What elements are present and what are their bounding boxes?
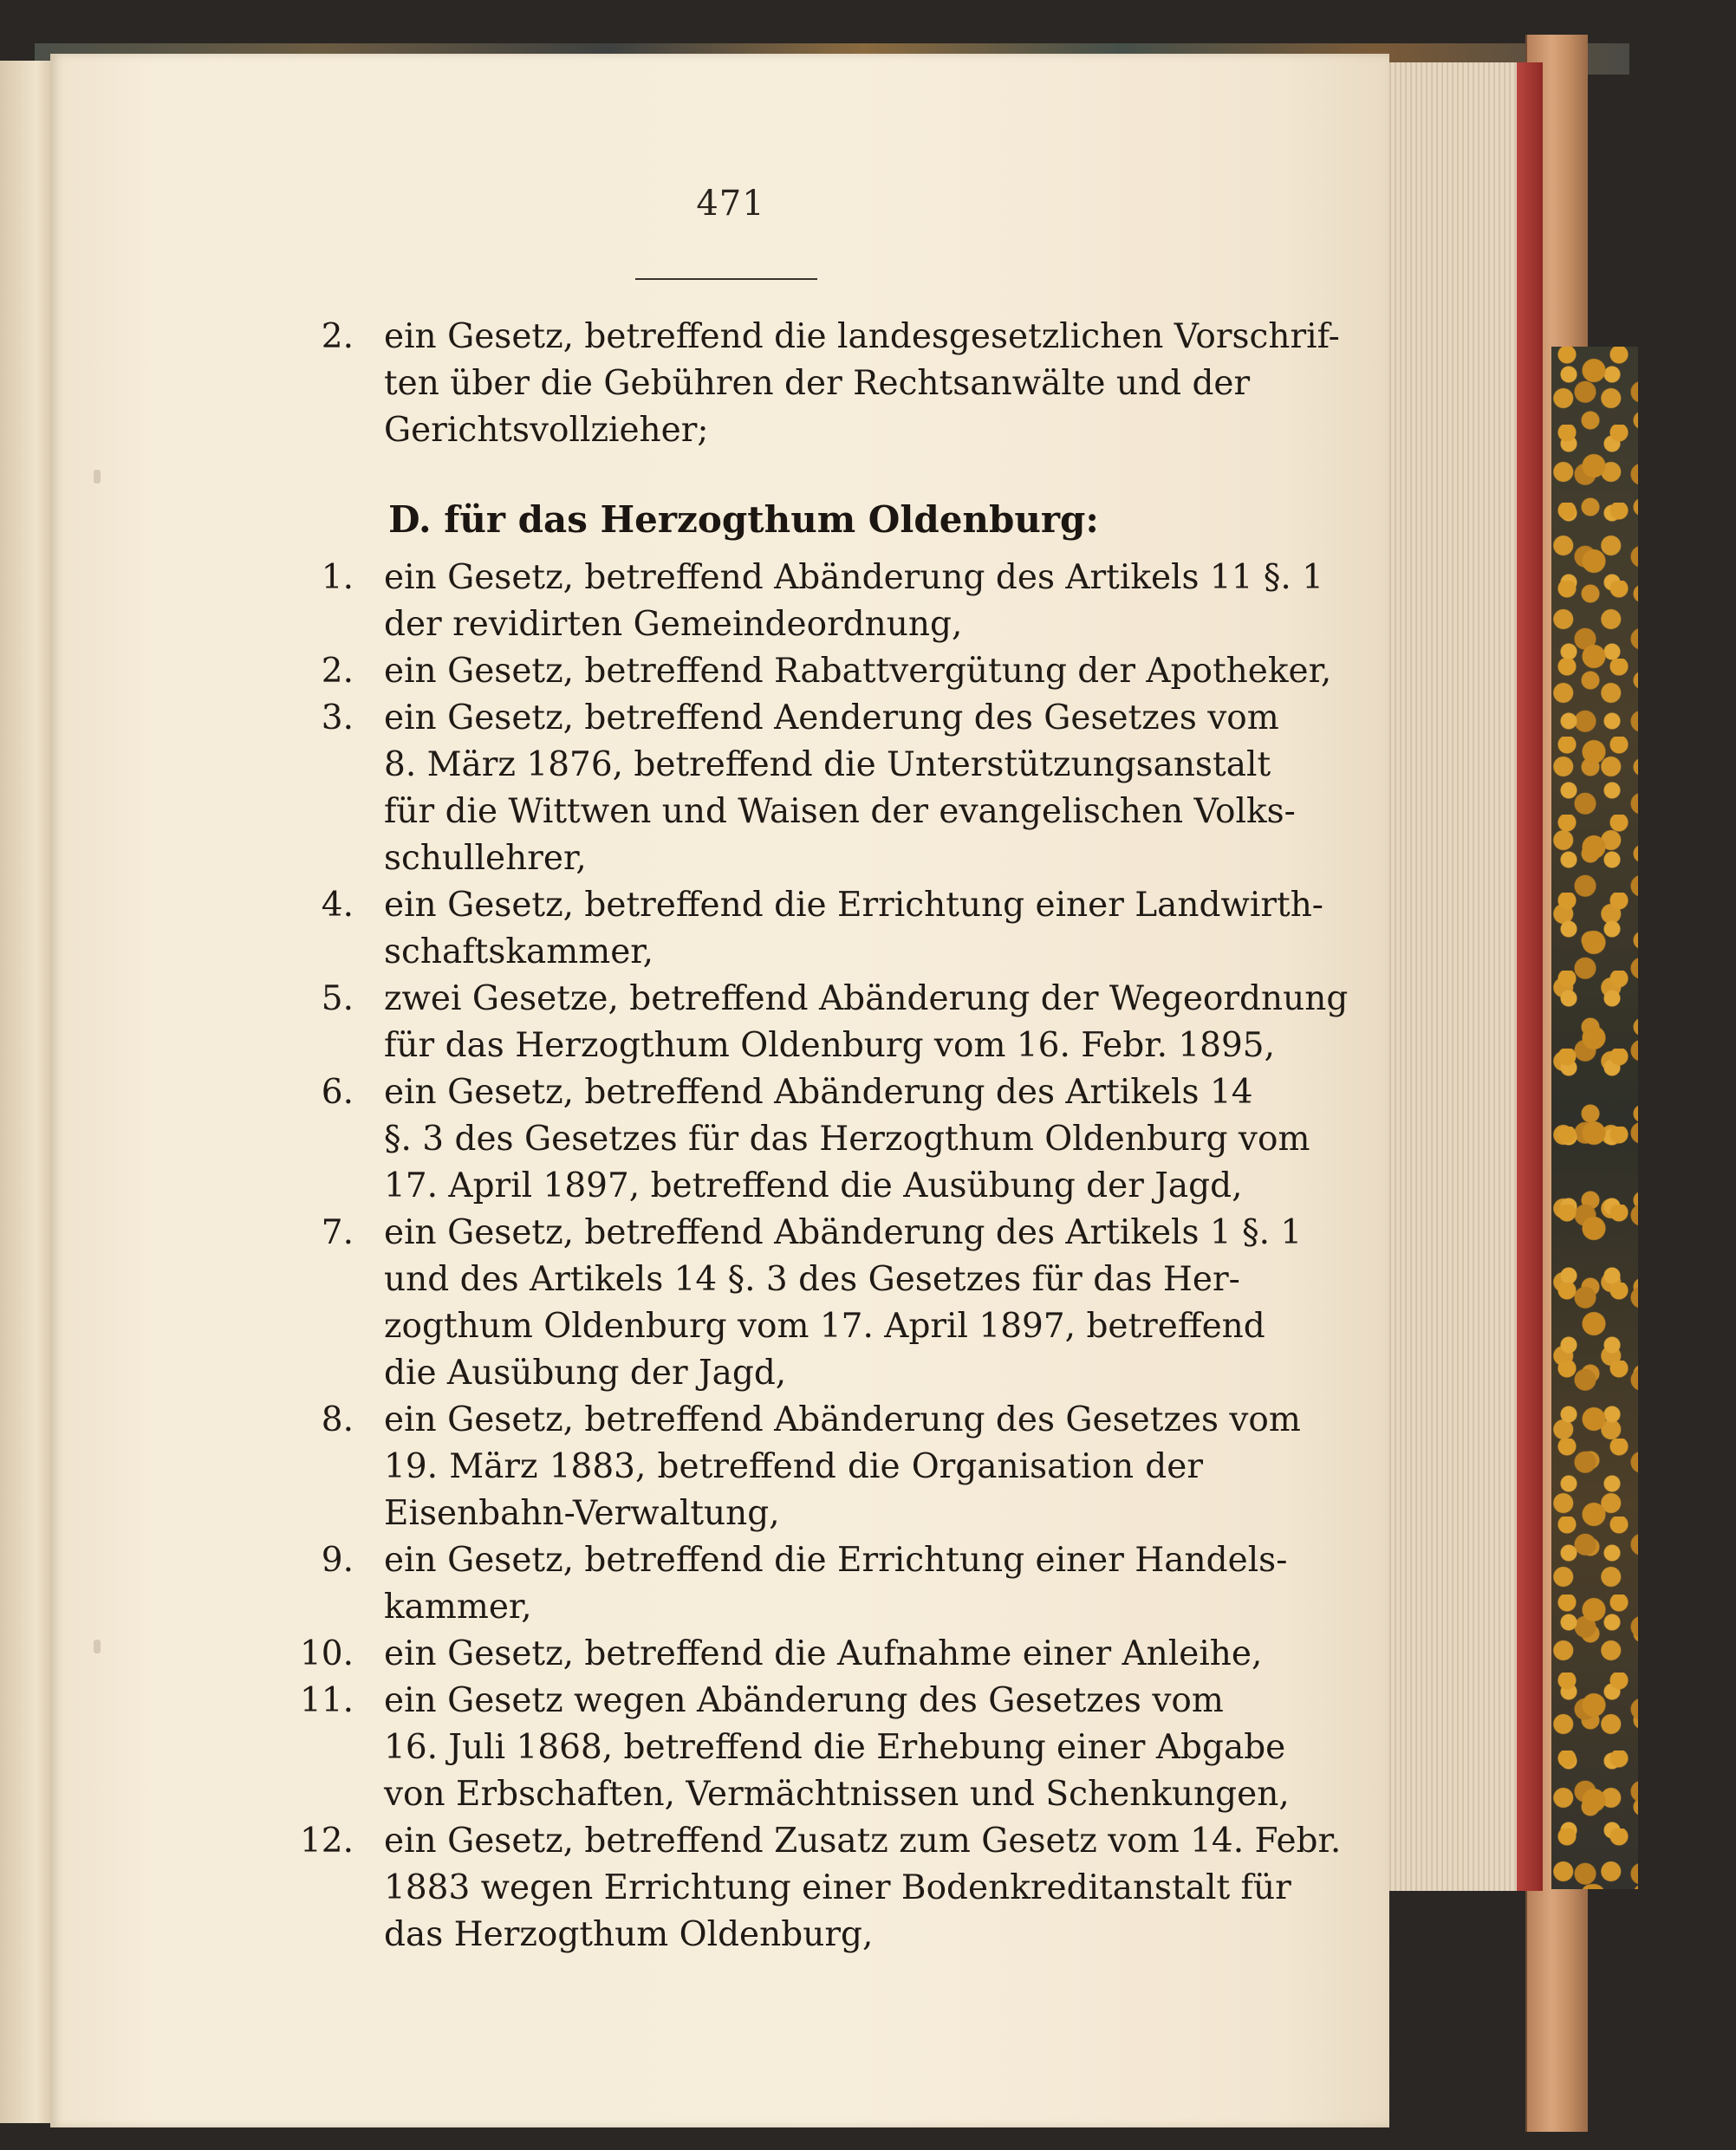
text-line: [284, 1771, 1290, 1818]
item-text: und des Artikels 14 §. 3 des Gesetzes für das Her-: [384, 1260, 1240, 1299]
item-text: §. 3 des Gesetzes für das Herzogthum Oldenburg vom: [384, 1120, 1310, 1159]
item-text: für die Wittwen und Waisen der evangelischen Volks-: [384, 792, 1296, 831]
binding-thread-mark: [94, 470, 101, 484]
text-line: [284, 1350, 1203, 1397]
text-line: [284, 1163, 1243, 1210]
text-line: [284, 1678, 1224, 1725]
text-line: [284, 601, 1203, 648]
page-number: 471: [696, 184, 765, 224]
item-text: ein Gesetz, betreffend Abänderung des Artikels 11 §. 1: [384, 558, 1324, 597]
text-line: [284, 1257, 1240, 1303]
text-line: [284, 314, 1340, 360]
item-text: ein Gesetz, betreffend die landesgesetzlichen Vorschrif-: [384, 317, 1340, 356]
text-line: [284, 1444, 1203, 1491]
item-text: 17. April 1897, betreffend die Ausübung der Jagd,: [384, 1166, 1243, 1205]
marbled-board: [1551, 347, 1638, 1889]
page-edges: [1387, 62, 1543, 1891]
text-line: [284, 1865, 1291, 1912]
text-line: [284, 695, 1279, 742]
item-text: schaftskammer,: [384, 932, 654, 971]
text-line: [284, 882, 1323, 929]
section-heading: D. für das Herzogthum Oldenburg:: [388, 498, 1099, 541]
item-number: 6.: [321, 1073, 354, 1112]
item-text: zogthum Oldenburg vom 17. April 1897, betreffend: [384, 1307, 1265, 1346]
item-text: ten über die Gebühren der Rechtsanwälte und der: [384, 364, 1251, 403]
item-text: die Ausübung der Jagd,: [384, 1354, 787, 1393]
item-number: 7.: [321, 1213, 354, 1252]
item-text: Gerichtsvollzieher;: [384, 411, 709, 450]
text-line: [284, 1818, 1342, 1865]
item-text: 19. März 1883, betreffend die Organisation der: [384, 1447, 1203, 1486]
item-number: 3.: [321, 698, 354, 737]
item-text: ein Gesetz, betreffend Abänderung des Gesetzes vom: [384, 1400, 1301, 1439]
item-text: 1883 wegen Errichtung einer Bodenkreditanstalt für: [384, 1868, 1291, 1907]
item-number: 8.: [321, 1400, 354, 1439]
page-number-rule: [635, 278, 817, 280]
text-line: [284, 1491, 1203, 1537]
item-number: 2.: [321, 652, 354, 691]
item-text: 8. März 1876, betreffend die Unterstützungsanstalt: [384, 745, 1271, 784]
item-number: 5.: [321, 979, 354, 1018]
item-number: 2.: [321, 317, 354, 356]
text-line: [284, 976, 1349, 1023]
binding-thread-mark: [94, 1640, 101, 1653]
item-text: 16. Juli 1868, betreffend die Erhebung einer Abgabe: [384, 1728, 1286, 1767]
text-line: [284, 648, 1332, 695]
text-line: [284, 1725, 1286, 1771]
item-text: für das Herzogthum Oldenburg vom 16. Febr. 1895,: [384, 1026, 1276, 1065]
text-line: [284, 1584, 1203, 1631]
text-line: [284, 1303, 1265, 1350]
item-text: ein Gesetz wegen Abänderung des Gesetzes vom: [384, 1681, 1224, 1720]
item-number: 4.: [321, 886, 354, 925]
item-text: ein Gesetz, betreffend Abänderung des Artikels 1 §. 1: [384, 1213, 1303, 1252]
text-line: [284, 1912, 1203, 1958]
item-text: ein Gesetz, betreffend Rabattvergütung der Apotheker,: [384, 652, 1332, 691]
text-line: [284, 1210, 1303, 1257]
item-text: schullehrer,: [384, 839, 587, 878]
item-text: ein Gesetz, betreffend die Errichtung einer Landwirth-: [384, 886, 1323, 925]
text-line: [284, 789, 1296, 835]
text-line: [284, 1116, 1310, 1163]
item-number: 9.: [321, 1541, 354, 1580]
item-text: ein Gesetz, betreffend Abänderung des Artikels 14: [384, 1073, 1253, 1112]
text-line: [284, 1023, 1276, 1069]
text-line: [284, 360, 1251, 407]
text-line: [284, 1631, 1263, 1678]
item-text: Eisenbahn-Verwaltung,: [384, 1494, 780, 1533]
book-page: [50, 54, 1389, 2127]
text-line: [284, 929, 1203, 976]
item-text: zwei Gesetze, betreffend Abänderung der Wegeordnung: [384, 979, 1349, 1018]
text-line: [284, 835, 1203, 882]
item-text: der revidirten Gemeindeordnung,: [384, 605, 963, 644]
item-text: kammer,: [384, 1588, 532, 1627]
item-text: ein Gesetz, betreffend Zusatz zum Gesetz vom 14. Febr.: [384, 1822, 1342, 1861]
text-line: [284, 555, 1324, 601]
item-text: ein Gesetz, betreffend die Errichtung einer Handels-: [384, 1541, 1288, 1580]
item-number: 1.: [321, 558, 354, 597]
item-text: das Herzogthum Oldenburg,: [384, 1915, 874, 1954]
text-line: [284, 1397, 1301, 1444]
item-text: ein Gesetz, betreffend die Aufnahme einer Anleihe,: [384, 1634, 1263, 1673]
item-text: von Erbschaften, Vermächtnissen und Schenkungen,: [384, 1775, 1290, 1814]
item-number: 10.: [299, 1634, 354, 1673]
text-line: [284, 1537, 1288, 1584]
text-line: [284, 1069, 1253, 1116]
item-text: ein Gesetz, betreffend Aenderung des Gesetzes vom: [384, 698, 1279, 737]
text-line: [284, 742, 1271, 789]
left-page-edge: [0, 61, 52, 2123]
item-number: 12.: [299, 1822, 354, 1861]
item-number: 11.: [299, 1681, 354, 1720]
text-line: [284, 407, 1203, 454]
